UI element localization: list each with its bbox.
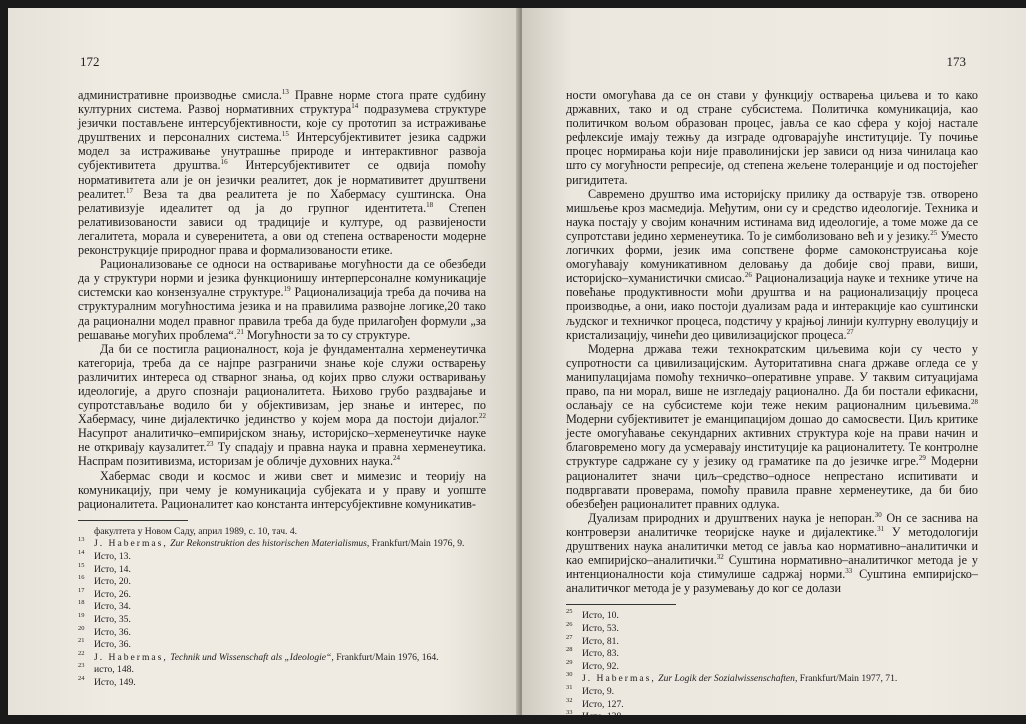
paragraph: Да би се постигла рационалност, која је фундаментална херменеутичка категорија, треба да се најпре разграничи знање које служи остварењу различитих интереса од стварног знања, од којих прво служи остваривању идеологије, а друго спознаји рационалитета. Њихово грубо раздвајање и супротстављање водило би у објективизам, јер знање и интерес, по Хабермасу, чине дијалектичко јединство у којем мора да постоји дијалог.$^{22}$ Насупрот аналитичко–емпиријском знању, историјско–херменеутичке науке не откривају каузалитет.$^{23}$ Ту спадају и правна наука и правна херменеутика. Наспрам позитивизма, историзам је обличје духовних наука.$^{24}$ xyxy=(78,341,486,469)
footnote xyxy=(566,648,978,661)
footnote-author: J. Habermas, xyxy=(94,538,168,550)
right-page xyxy=(522,8,1026,723)
footnote-number: 16 xyxy=(78,574,85,582)
footnote-rule xyxy=(566,604,676,605)
footnote-number: 29 xyxy=(566,658,573,666)
footnote-text: Исто, 10. xyxy=(582,610,619,622)
footnote xyxy=(566,620,978,636)
footnote-publication: Frankfurt/Main 1976, 9. xyxy=(371,538,465,550)
footnote-text: Исто, 35. xyxy=(94,613,131,625)
paragraph: Рационализовање се односи на остваривање могућности да се обезбеди да у структури норми и језика функционишу интерперсоналне комуникације системски као конзензуалне структуре.$^{19}$ Рационализација треба да почива на структуралним могућностима језика и на правилима развојне логике,20 тако да рационални модел правног правила треба да буде прилагођен формули „за решавање могућих проблема“.$^{21}$ Могућности за то су структуре. xyxy=(78,257,486,342)
footnote xyxy=(78,624,486,640)
footnote xyxy=(566,673,978,686)
page-number-right: 173 xyxy=(946,54,966,69)
footnote-author: J. Habermas, xyxy=(94,651,168,663)
footnote xyxy=(78,611,486,627)
right-page-body xyxy=(566,88,978,724)
footnote xyxy=(78,561,486,577)
footnote xyxy=(78,586,486,602)
footnote-text: Исто, 34. xyxy=(94,601,131,613)
footnote-title: Zur Logik der Sozialwissenschaften, xyxy=(658,673,798,685)
footnote-number: 24 xyxy=(78,674,85,682)
footnote-text: Исто, 127. xyxy=(582,698,624,710)
left-page xyxy=(8,8,520,715)
footnote-text: исто, 148. xyxy=(94,664,134,676)
paragraph: Модерна држава тежи технократским циљевима који су често у супротности са цивилизацијским. Ауторитативна снага државе огледа се у манипулацијама помоћу техничко–оперативне управе. У таквим ситуацијама право, па ни морал, више не изгледају рационално. Да би постали ефикасни, ослањају се на субсистеме који теже неким рационалним циљевима.$^{28}$ Модерни субјективитет је еманципацијом дошао до самосвести. Циљ критике јесте омогућавање секундарних активних структура које на прави начин и благовремено могу да усмеравају институције ка рационалитету. Те контролне структуре садржане су у језику од граматике па до језичке игре.$^{29}$ Модерни рационалитет значи циљ–средство–односе непрестано испитивати и подвргавати проверама, помоћу правила правне херменеутике, да би био обезбеђен рационалитет правних одлука. xyxy=(566,341,978,511)
footnote-title: Zur Rekonstruktion des historischen Materialismus, xyxy=(170,538,370,550)
paragraph: административне производње смисла.$^{13}$ Правне норме стога прате судбину културних система. Развој нормативних структура$^{14}$ подразумева структуре језички постављене интерсубјективности, које су прототип за истраживање друштвених и персоналних система.$^{15}$ Интерсубјективитет језика садржи модел за истраживање унутрашње природе и интерактивног развоја субјективитета друштва.$^{16}$ Интерсубјективитет се одвија помоћу нормативитета али је он језички реалитет, док је нормативитет друштвени реалитет.$^{17}$ Веза та два реалитета је по Хабермасу суштинска. Она релативизује идеалитет од ја до групног идентитета.$^{18}$ Степен релативизованости зависи од традиције и културе, од развијености легалитета, морала и суверенитета, а ови од степена остварености модерне реконструкције природног права и формализованости етике. xyxy=(78,87,486,258)
footnote xyxy=(566,658,978,674)
footnote-text: Исто, 36. xyxy=(94,639,131,651)
paragraph: ности омогућава да се он стави у функцију остварења циљева и то како државних, тако и од стране субсистема. Политичка комуникација, као политичком вољом образован процес, јавља се као сфера у којој настале рефлексије имају тежњу да изграде одговарајуће институције. Ту почиње процес нормирања који није праволинијски јер зависи од низа чинилаца као што су могућности репресије, од степена жељене толеранције и од постојећег ригидитета. xyxy=(566,88,978,187)
footnote-number: 25 xyxy=(566,608,573,616)
footnote-number: 27 xyxy=(566,633,573,641)
footnote xyxy=(566,683,978,699)
footnote xyxy=(566,610,978,623)
footnote-text: Исто, 9. xyxy=(582,685,615,697)
footnote-continuation: факултета у Новом Саду, април 1989, с. 10, тач. 4. xyxy=(94,525,298,537)
footnote-author: J. Habermas, xyxy=(582,673,656,685)
footnote-number: 15 xyxy=(78,561,85,569)
footnote-number: 28 xyxy=(566,646,573,654)
footnote-title: Technik und Wissenschaft als „Ideologie“, xyxy=(170,651,334,663)
footnote-number: 31 xyxy=(566,683,573,691)
footnote-text: Исто, 13. xyxy=(94,551,131,562)
footnote-text: Исто, 20. xyxy=(94,576,131,588)
footnote-number: 17 xyxy=(78,586,85,594)
footnote-number: 22 xyxy=(78,649,85,657)
footnote xyxy=(566,633,978,649)
footnote xyxy=(566,711,978,724)
footnote-number: 20 xyxy=(78,624,85,632)
footnote-number: 33 xyxy=(566,709,573,717)
footnote xyxy=(566,696,978,712)
footnote-number: 30 xyxy=(566,671,573,679)
footnote-number: 32 xyxy=(566,696,573,704)
paragraph: Дуализам природних и друштвених наука је непоран.$^{30}$ Он се заснива на контроверзи аналитичке теоријске науке и дијалектике.$^{31}$ У методологији друштвених наука аналитички метод се јавља као нормативно–аналитички и као емпиријско–аналитички.$^{32}$ Суштина нормативно–аналитичког метода је у интенционалности која стимулише садржај норми.$^{33}$ Суштина емпиријско–аналитичког метода је у разумевању до ког се долази xyxy=(566,510,978,596)
footnote-text: Исто, 83. xyxy=(582,648,619,660)
footnote-text: Исто, 14. xyxy=(94,563,131,575)
footnote-list xyxy=(566,610,978,723)
footnote-text: Исто, 92. xyxy=(582,660,619,672)
footnote-number: 26 xyxy=(566,620,573,628)
footnote-number: 13 xyxy=(78,536,85,544)
footnote-text: Исто, 149. xyxy=(94,676,136,688)
footnote xyxy=(78,601,486,614)
footnote-number: 23 xyxy=(78,662,85,670)
footnotes-left xyxy=(78,526,486,690)
footnotes-right xyxy=(566,610,978,723)
footnote-text: Исто, 36. xyxy=(94,626,131,638)
footnote-publication: Frankfurt/Main 1977, 71. xyxy=(799,673,898,685)
footnote xyxy=(78,649,486,665)
footnote-text: Исто, 26. xyxy=(94,588,131,600)
paragraph: Хабермас своди и космос и живи свет и мимезис и теорију на комуникацију, при чему је комуникација субјеката и у праву и уопште рационалитета. Рационалитет као константа интерсубјективне комуникатив- xyxy=(78,468,486,511)
footnote-publication: Frankfurt/Main 1976, 164. xyxy=(336,651,439,663)
paragraph: Савремено друштво има историјску прилику да остварује тзв. отворено мишљење кроз масмедија. Међутим, они су и средство идеологије. Техника и наука постају у својим коначним истинама вид идеологије, а томе може да се супротстави једино херменеутика. То је симболизовано већ и у језику.$^{25}$ Уместо логичких форми, језик има сопствене форме самоконструисања које омогућавају комуникативном деловању да добије свој прави, виши, историјско–хуманистички смисао.$^{26}$ Рационализација науке и технике утиче на повећање продуктивности моћи друштва и на рационализацију процеса производње, а они, иако постоји дуализам рада и интеракције као суштински људског и техничког процеса, подстичу у крајњој линији културну еволуцију и кристализацију, чинећи део цивилизацијског процеса.$^{27}$ xyxy=(566,186,978,342)
footnote-text xyxy=(94,538,486,551)
footnote-text: Исто, 81. xyxy=(582,635,619,647)
page-number-left: 172 xyxy=(80,54,100,69)
footnote-text: Исто, 138. xyxy=(582,711,624,723)
footnote-number: 21 xyxy=(78,637,85,645)
footnote-text: Исто, 53. xyxy=(582,622,619,634)
footnote xyxy=(78,576,486,589)
footnote-number: 18 xyxy=(78,599,85,607)
footnote xyxy=(78,639,486,652)
footnote xyxy=(78,674,486,690)
footnote-rule xyxy=(78,520,188,521)
footnote xyxy=(78,551,486,564)
footnote-text xyxy=(582,673,978,686)
footnote xyxy=(78,664,486,677)
footnote xyxy=(78,538,486,551)
footnote-number: 19 xyxy=(78,611,85,619)
footnote-list xyxy=(78,538,486,689)
footnote-number: 14 xyxy=(78,549,85,556)
left-page-body xyxy=(78,88,486,690)
footnote-text xyxy=(94,652,486,665)
